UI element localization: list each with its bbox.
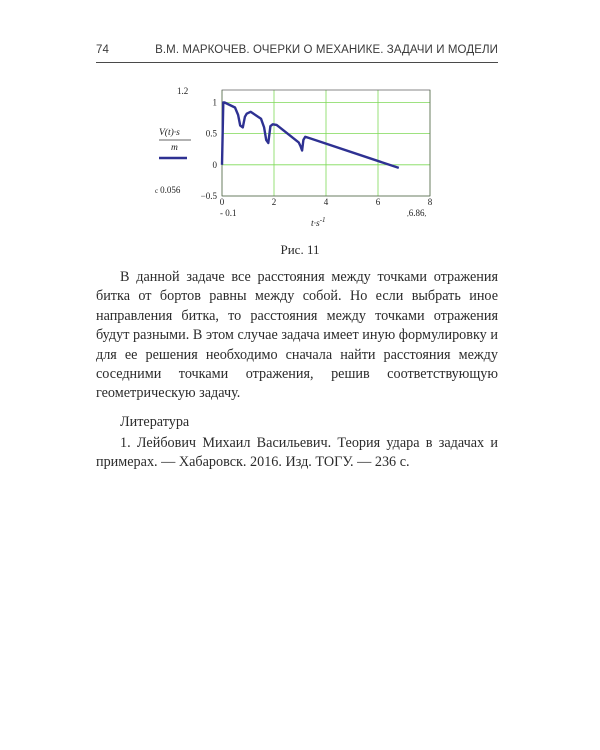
page-number: 74	[96, 44, 109, 56]
y-tick-label: 0.5	[205, 128, 217, 139]
chart-svg	[150, 85, 450, 235]
x-tick-label: 4	[323, 197, 329, 207]
body-paragraph: В данной задаче все расстояния между точками отражения битка от бортов равны между собой. Но если выбрать иное направления битка, то расстояния между точками отражения будут разными. В этом случае задача имеет иную формулировку и для ее решения необходимо сначала найти расстояния между соседними точками отражения, решив соответствующую геометрическую задачу.	[96, 269, 498, 402]
y-bottom-value: c 0.056	[155, 185, 181, 195]
y-axis-label-top: V(t)·s	[159, 128, 180, 138]
y-tick-labels	[201, 97, 218, 201]
y-tick-label: 1	[212, 97, 217, 108]
y-tick-label: −0.5	[200, 191, 217, 201]
x-right-value: ,6.86,	[407, 208, 427, 218]
y-top-value: 1.2	[177, 86, 189, 96]
figure-caption: Рис. 11	[280, 242, 320, 257]
y-tick-label: 0	[212, 159, 217, 170]
x-tick-labels	[220, 197, 433, 207]
x-tick-label: 2	[271, 197, 277, 207]
header-rule	[96, 62, 498, 63]
x-tick-label: 0	[219, 197, 225, 207]
velocity-series-line	[222, 103, 399, 168]
literature-title: Литература	[120, 414, 190, 430]
velocity-chart	[150, 85, 450, 235]
running-header	[96, 44, 498, 56]
x-tick-label: 6	[375, 197, 381, 207]
x-axis-label: $t\cdot s^{-1}$	[311, 216, 326, 229]
literature-item: 1. Лейбович Михаил Васильевич. Теория удара в задачах и примерах. — Хабаровск. 2016. Изд. ТОГУ. — 236 с.	[96, 435, 498, 471]
running-title: В.М. МАРКОЧЕВ. ОЧЕРКИ О МЕХАНИКЕ. ЗАДАЧИ И МОДЕЛИ	[155, 44, 498, 56]
x-left-value: - 0.1	[220, 208, 237, 218]
x-tick-label: 8	[427, 197, 433, 207]
y-axis-label-bottom: m	[171, 143, 178, 153]
